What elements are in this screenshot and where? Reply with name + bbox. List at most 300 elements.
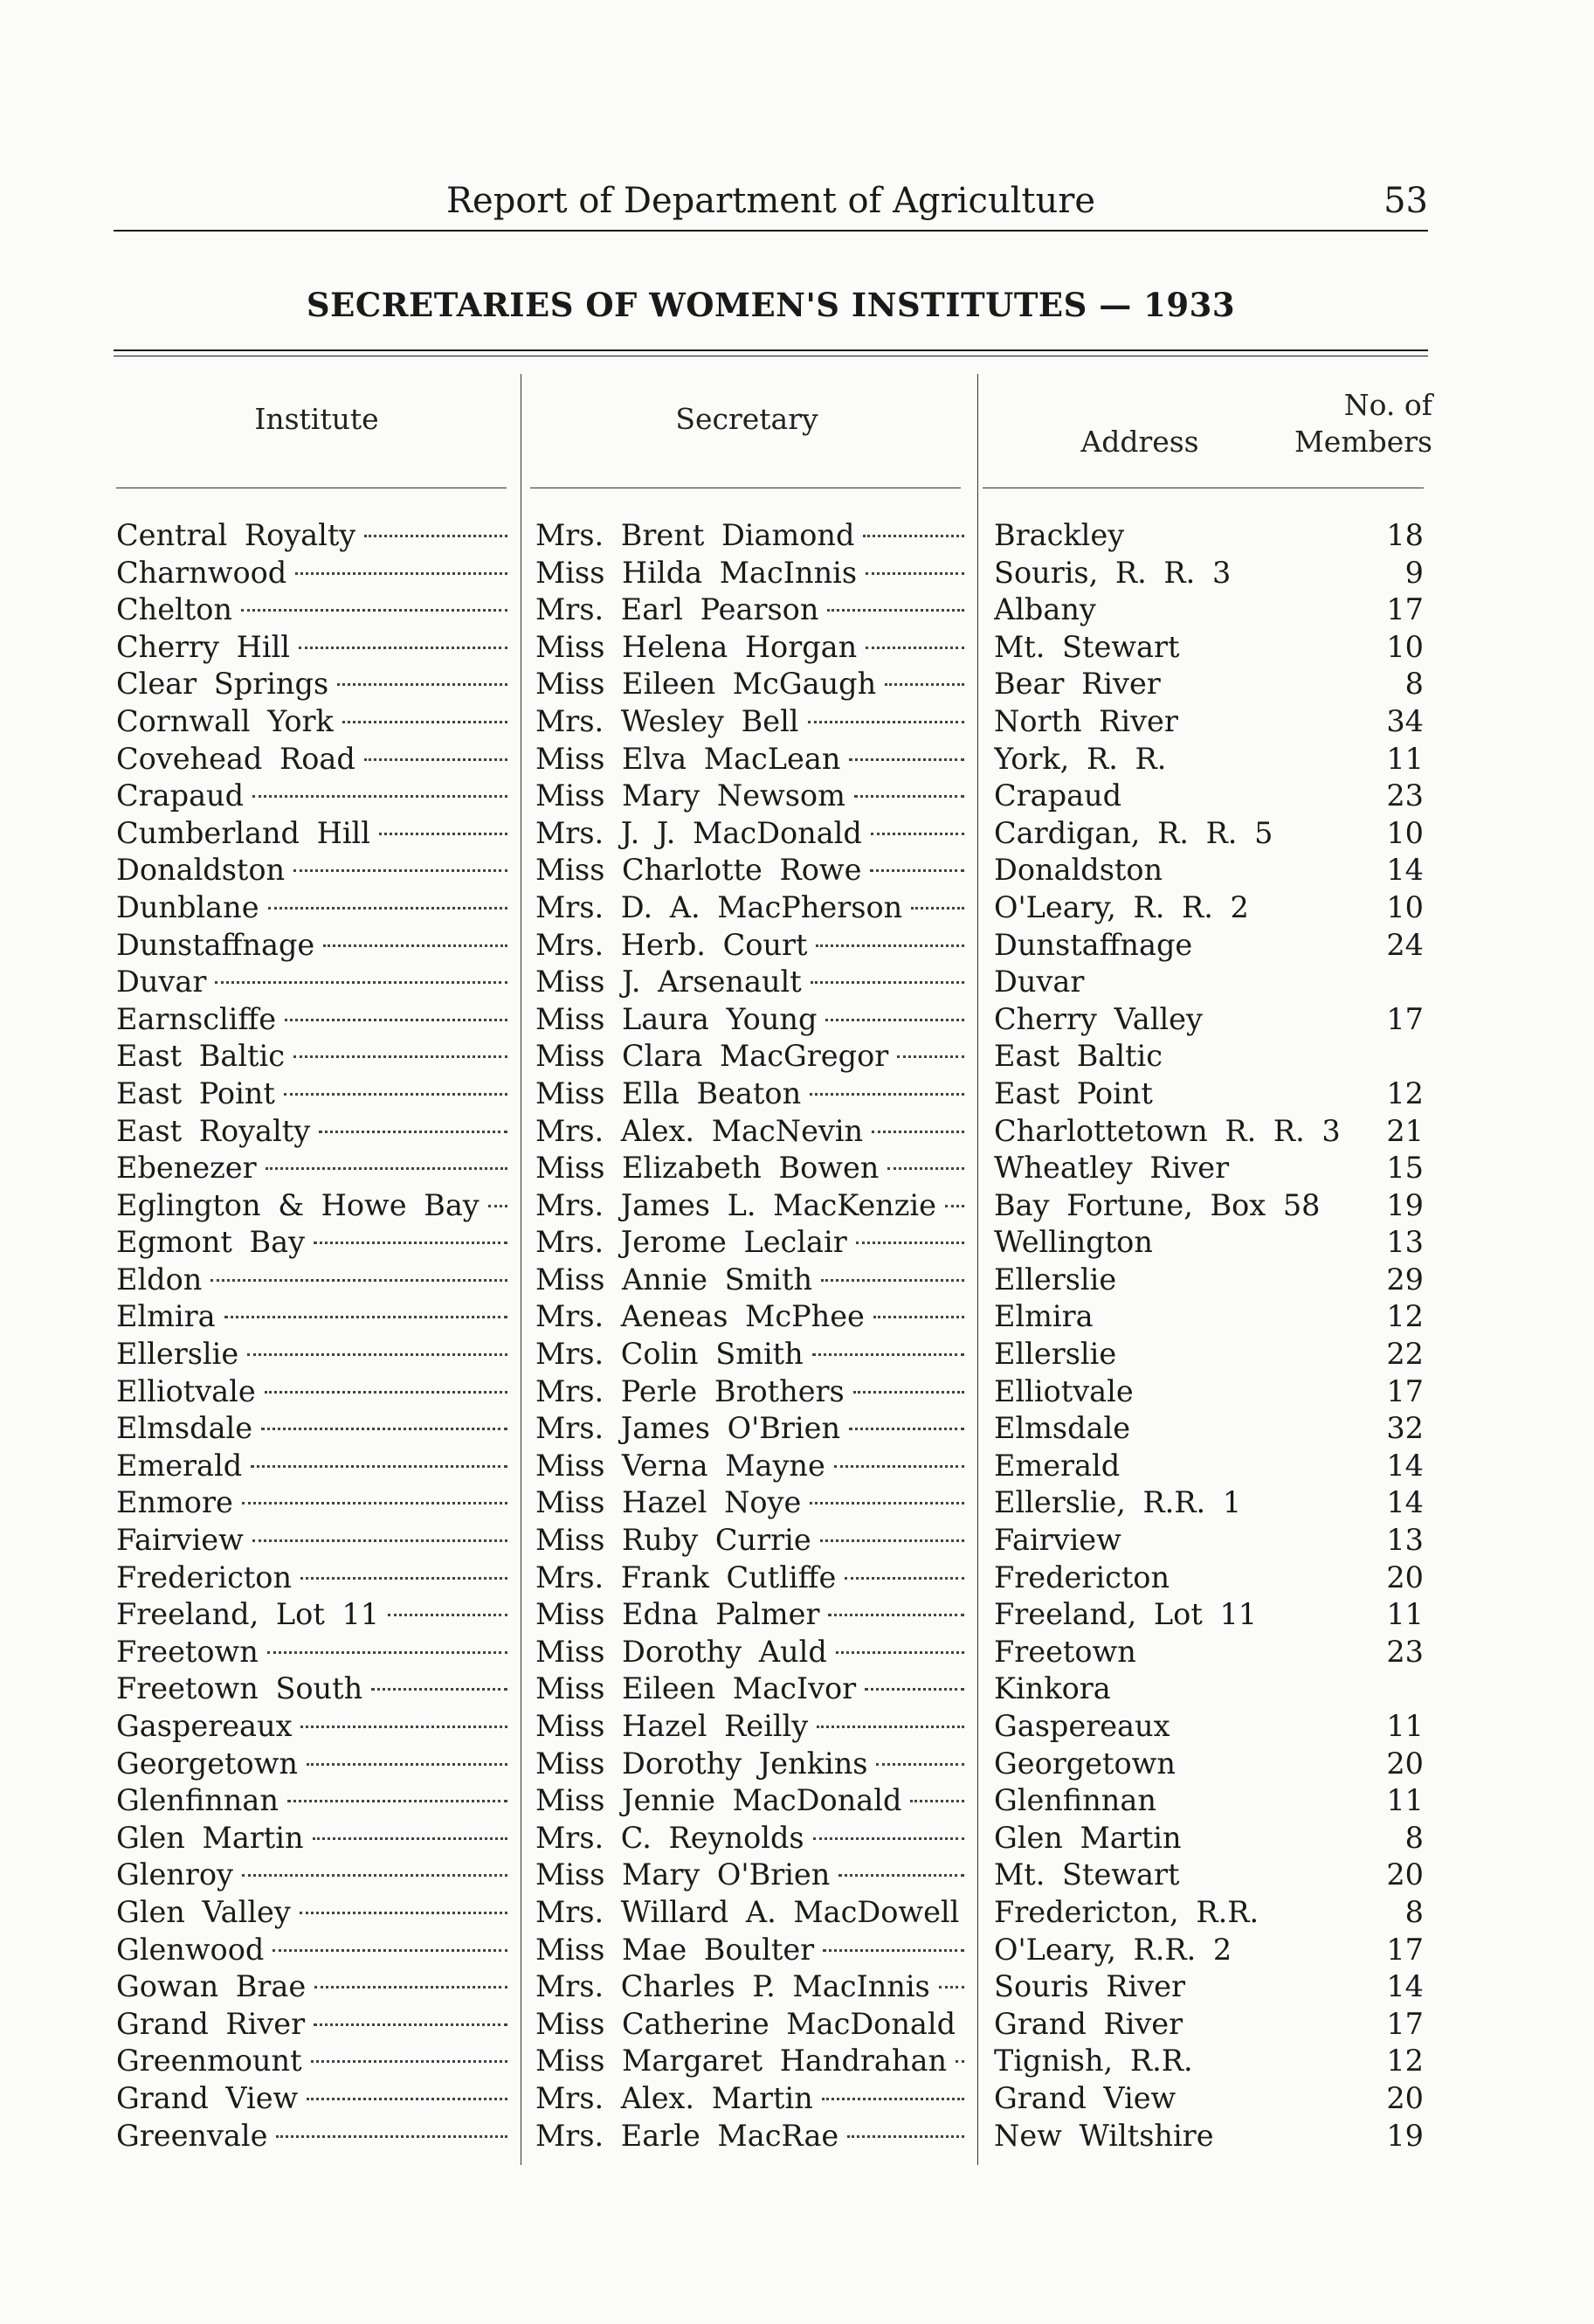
address-cell	[994, 1373, 1343, 1411]
members-count: 20	[1386, 2080, 1424, 2115]
members-count: 9	[1404, 555, 1424, 590]
leader-dots	[300, 1576, 507, 1580]
secretary-name: Mrs. D. A. MacPherson	[535, 889, 903, 924]
table-row	[0, 1076, 1594, 1113]
address-cell	[994, 889, 1343, 927]
leader-dots	[856, 1241, 964, 1244]
institute-cell	[116, 1857, 511, 1894]
members-count: 12	[1386, 1299, 1424, 1334]
leader-dots	[242, 1501, 507, 1504]
secretary-cell	[535, 1298, 968, 1336]
institute-cell	[116, 1522, 511, 1560]
institute-cell	[116, 1298, 511, 1336]
address-text: Elliotvale	[994, 1373, 1134, 1408]
secretary-cell	[535, 591, 968, 629]
members-count: 18	[1386, 518, 1424, 552]
table-row	[0, 1038, 1594, 1076]
members-count: 32	[1386, 1411, 1424, 1446]
leader-dots	[945, 1204, 964, 1207]
address-text: Cardigan, R. R. 5	[994, 815, 1273, 850]
leader-dots	[268, 906, 507, 910]
address-text: Glenfinnan	[994, 1783, 1156, 1818]
address-text: Grand View	[994, 2080, 1177, 2115]
institute-cell	[116, 1076, 511, 1113]
leader-dots	[854, 794, 964, 798]
secretary-cell	[535, 1001, 968, 1039]
leader-dots	[911, 906, 964, 910]
address-text: Elmira	[994, 1299, 1094, 1334]
institute-cell	[116, 852, 511, 889]
members-count: 23	[1386, 778, 1424, 813]
secretary-name: Miss Eileen McGaugh	[535, 667, 877, 702]
table-row	[0, 1262, 1594, 1299]
members-count: 17	[1386, 1932, 1424, 1967]
institute-cell	[116, 927, 511, 965]
leader-dots	[285, 1018, 507, 1021]
table-row	[0, 1746, 1594, 1783]
leader-dots	[307, 2097, 507, 2100]
members-count: 22	[1386, 1337, 1424, 1372]
leader-dots	[242, 1873, 507, 1877]
leader-dots	[276, 2134, 507, 2138]
members-count: 20	[1386, 1560, 1424, 1594]
address-cell	[994, 2006, 1343, 2044]
secretary-cell	[535, 1596, 968, 1634]
institute-name: Enmore	[116, 1485, 233, 1520]
leader-dots	[849, 757, 964, 761]
institute-name: Freeland, Lot 11	[116, 1597, 380, 1632]
leader-dots	[388, 1613, 507, 1616]
members-count: 11	[1386, 1783, 1424, 1818]
secretary-name: Mrs. Earle MacRae	[535, 2118, 839, 2153]
secretary-name: Miss Clara MacGregor	[535, 1039, 889, 1074]
institute-name: Dunblane	[116, 889, 259, 924]
address-cell	[994, 591, 1343, 629]
institute-name: Grand River	[116, 2006, 306, 2041]
secretary-cell	[535, 1670, 968, 1708]
institute-name: Ellerslie	[116, 1337, 239, 1372]
address-cell	[994, 1113, 1343, 1151]
members-count: 8	[1404, 667, 1424, 702]
institute-name: Glenwood	[116, 1932, 265, 1967]
secretary-cell	[535, 1410, 968, 1448]
leader-dots	[311, 2059, 507, 2063]
institute-cell	[116, 629, 511, 667]
institute-name: Ebenezer	[116, 1151, 257, 1186]
leader-dots	[873, 1315, 964, 1318]
address-text: Souris River	[994, 1969, 1185, 2004]
institute-name: Cornwall York	[116, 703, 334, 738]
address-cell	[994, 1038, 1343, 1076]
secretary-cell	[535, 517, 968, 555]
institute-name: Fredericton	[116, 1560, 293, 1594]
table-row	[0, 2080, 1594, 2118]
secretary-name: Mrs. Colin Smith	[535, 1337, 804, 1372]
secretary-cell	[535, 703, 968, 741]
leader-dots	[849, 1427, 964, 1430]
leader-dots	[342, 720, 507, 723]
institute-name: Glenroy	[116, 1857, 233, 1892]
leader-dots	[810, 1501, 964, 1504]
leader-dots	[379, 832, 507, 835]
address-cell	[994, 1262, 1343, 1299]
secretary-name: Miss Charlotte Rowe	[535, 853, 862, 888]
leader-dots	[293, 1055, 507, 1058]
leader-dots	[866, 571, 964, 575]
leader-dots	[870, 868, 964, 872]
members-count: 12	[1386, 1076, 1424, 1110]
address-cell	[994, 852, 1343, 889]
institute-name: Freetown South	[116, 1671, 363, 1706]
members-count: 34	[1386, 703, 1424, 738]
leader-dots	[224, 1315, 507, 1318]
institute-cell	[116, 1894, 511, 1932]
table-row	[0, 1484, 1594, 1522]
leader-dots	[488, 1204, 507, 1207]
address-cell	[994, 1410, 1343, 1448]
address-cell	[994, 1820, 1343, 1857]
institute-name: Duvar	[116, 965, 207, 999]
secretary-cell	[535, 1187, 968, 1225]
members-count: 11	[1386, 1597, 1424, 1632]
institute-name: Charnwood	[116, 555, 287, 590]
members-count: 21	[1386, 1113, 1424, 1148]
institute-cell	[116, 1448, 511, 1485]
table-row	[0, 1968, 1594, 2006]
institute-cell	[116, 517, 511, 555]
institute-cell	[116, 1968, 511, 2006]
institute-cell	[116, 703, 511, 741]
leader-dots	[300, 1725, 507, 1728]
institute-cell	[116, 1373, 511, 1411]
members-count: 13	[1386, 1523, 1424, 1558]
leader-dots	[261, 1427, 507, 1430]
address-text: Duvar	[994, 965, 1085, 999]
secretary-name: Miss Dorothy Auld	[535, 1634, 827, 1669]
leader-dots	[295, 571, 507, 575]
table-title: SECRETARIES OF WOMEN'S INSTITUTES — 1933	[306, 286, 1236, 324]
address-cell	[994, 1596, 1343, 1634]
institute-name: Donaldston	[116, 853, 286, 888]
secretary-cell	[535, 1262, 968, 1299]
address-cell	[994, 1224, 1343, 1262]
address-cell	[994, 1782, 1343, 1820]
leader-dots	[866, 646, 964, 649]
institute-cell	[116, 1484, 511, 1522]
secretary-cell	[535, 1968, 968, 2006]
secretary-cell	[535, 666, 968, 703]
secretary-cell	[535, 815, 968, 853]
secretary-name: Miss Laura Young	[535, 1001, 818, 1036]
secretary-name: Mrs. J. J. MacDonald	[535, 815, 862, 850]
table-row	[0, 852, 1594, 889]
leader-dots	[897, 1055, 964, 1058]
secretary-name: Miss Verna Mayne	[535, 1448, 825, 1483]
institute-cell	[116, 1670, 511, 1708]
table-row	[0, 1001, 1594, 1039]
institute-name: Fairview	[116, 1523, 244, 1558]
institute-name: Glen Valley	[116, 1894, 291, 1929]
leader-dots	[266, 1166, 507, 1170]
institute-name: Greenvale	[116, 2118, 268, 2153]
secretary-name: Miss Hazel Reilly	[535, 1709, 809, 1743]
institute-name: Elmira	[116, 1299, 216, 1334]
institute-name: Greenmount	[116, 2044, 302, 2078]
secretary-name: Mrs. C. Reynolds	[535, 1820, 804, 1855]
institute-name: Chelton	[116, 592, 232, 627]
address-text: Elmsdale	[994, 1411, 1131, 1446]
address-cell	[994, 629, 1343, 667]
running-title: Report of Department of Agriculture	[445, 181, 1096, 221]
institute-cell	[116, 1746, 511, 1783]
institute-cell	[116, 1932, 511, 1969]
table-row	[0, 1522, 1594, 1560]
address-cell	[994, 778, 1343, 815]
leader-dots	[820, 1539, 964, 1542]
address-text: New Wiltshire	[994, 2118, 1214, 2153]
running-header	[114, 179, 1428, 232]
secretary-name: Mrs. Herb. Court	[535, 927, 808, 962]
address-cell	[994, 1932, 1343, 1969]
secretary-cell	[535, 1484, 968, 1522]
address-cell	[994, 1187, 1343, 1225]
table-row	[0, 1634, 1594, 1671]
address-text: Ellerslie	[994, 1262, 1117, 1297]
address-cell	[994, 927, 1343, 965]
leader-dots	[287, 1799, 507, 1802]
institute-name: Cumberland Hill	[116, 815, 370, 850]
address-cell	[994, 964, 1343, 1001]
table-row	[0, 666, 1594, 703]
institute-cell	[116, 1001, 511, 1039]
institute-name: East Royalty	[116, 1113, 311, 1148]
address-cell	[994, 2118, 1343, 2155]
leader-dots	[364, 534, 507, 537]
leader-dots	[252, 794, 507, 798]
address-cell	[994, 1076, 1343, 1113]
leader-dots	[939, 1985, 964, 1989]
address-text: Gaspereaux	[994, 1709, 1170, 1743]
secretary-cell	[535, 1820, 968, 1857]
leader-dots	[371, 1687, 507, 1691]
secretary-cell	[535, 927, 968, 965]
table-row	[0, 1782, 1594, 1820]
secretary-cell	[535, 1894, 968, 1932]
institute-name: Crapaud	[116, 778, 245, 813]
leader-dots	[284, 1092, 507, 1096]
members-count: 10	[1386, 889, 1424, 924]
secretary-cell	[535, 1708, 968, 1746]
address-text: Georgetown	[994, 1746, 1176, 1781]
address-text: Kinkora	[994, 1671, 1111, 1706]
secretary-name: Miss Ella Beaton	[535, 1076, 802, 1110]
members-count: 8	[1404, 1894, 1424, 1929]
secretary-cell	[535, 1932, 968, 1969]
address-text: Fredericton	[994, 1560, 1170, 1594]
institute-cell	[116, 1187, 511, 1225]
secretary-cell	[535, 1224, 968, 1262]
institute-name: Earnscliffe	[116, 1001, 277, 1036]
members-count: 14	[1386, 853, 1424, 888]
address-text: Albany	[994, 592, 1096, 627]
secretary-cell	[535, 629, 968, 667]
table-row	[0, 927, 1594, 965]
address-text: Crapaud	[994, 778, 1122, 813]
secretary-name: Mrs. James L. MacKenzie	[535, 1187, 936, 1222]
members-count: 20	[1386, 1746, 1424, 1781]
secretary-cell	[535, 1038, 968, 1076]
secretary-cell	[535, 1560, 968, 1597]
table-row	[0, 1857, 1594, 1894]
members-count: 24	[1386, 927, 1424, 962]
secretary-cell	[535, 741, 968, 778]
secretary-cell	[535, 1857, 968, 1894]
leader-dots	[314, 1985, 507, 1989]
secretary-name: Mrs. Aeneas McPhee	[535, 1299, 865, 1334]
members-count: 17	[1386, 1001, 1424, 1036]
secretary-cell	[535, 964, 968, 1001]
institute-name: Glenfinnan	[116, 1783, 279, 1818]
institute-name: Glen Martin	[116, 1820, 304, 1855]
leader-dots	[314, 2023, 507, 2026]
leader-dots	[828, 1613, 964, 1616]
address-text: Brackley	[994, 518, 1125, 552]
address-text: Wellington	[994, 1225, 1153, 1260]
leader-dots	[813, 1836, 964, 1840]
address-cell	[994, 1894, 1343, 1932]
address-text: North River	[994, 703, 1178, 738]
address-cell	[994, 517, 1343, 555]
secretary-name: Mrs. Wesley Bell	[535, 703, 799, 738]
institute-cell	[116, 1634, 511, 1671]
table-row	[0, 1298, 1594, 1336]
table-row	[0, 517, 1594, 555]
address-cell	[994, 1670, 1343, 1708]
address-cell	[994, 666, 1343, 703]
members-count: 14	[1386, 1448, 1424, 1483]
secretary-name: Miss Mary Newsom	[535, 778, 845, 813]
address-text: O'Leary, R. R. 2	[994, 889, 1249, 924]
leader-dots	[853, 1390, 964, 1394]
table-row	[0, 778, 1594, 815]
table-row	[0, 815, 1594, 853]
institute-cell	[116, 2118, 511, 2155]
institute-cell	[116, 778, 511, 815]
institute-cell	[116, 1410, 511, 1448]
secretary-name: Mrs. James O'Brien	[535, 1411, 841, 1446]
address-cell	[994, 2043, 1343, 2080]
institute-cell	[116, 2080, 511, 2118]
members-count	[1345, 964, 1424, 1001]
secretary-name: Miss Elva MacLean	[535, 741, 841, 776]
secretary-name: Mrs. Willard A. MacDowell	[535, 1894, 960, 1929]
institute-name: Central Royalty	[116, 518, 356, 552]
double-rule	[114, 349, 1428, 356]
institute-name: Freetown	[116, 1634, 259, 1669]
leader-dots	[821, 1278, 964, 1282]
institute-name: Gowan Brae	[116, 1969, 307, 2004]
leader-dots	[810, 1092, 964, 1096]
address-cell	[994, 1746, 1343, 1783]
secretary-name: Miss Eileen MacIvor	[535, 1671, 857, 1706]
leader-dots	[319, 1130, 507, 1133]
address-text: Cherry Valley	[994, 1001, 1203, 1036]
table-row	[0, 1820, 1594, 1857]
members-count: 15	[1386, 1151, 1424, 1186]
leader-dots	[252, 1539, 507, 1542]
address-text: Mt. Stewart	[994, 1857, 1180, 1892]
address-text: Tignish, R.R.	[994, 2044, 1193, 2078]
secretary-name: Miss Hazel Noye	[535, 1485, 802, 1520]
institute-cell	[116, 1262, 511, 1299]
leader-dots	[364, 757, 507, 761]
leader-dots	[885, 682, 964, 686]
leader-dots	[836, 1650, 964, 1654]
members-count: 20	[1386, 1857, 1424, 1892]
institute-cell	[116, 1336, 511, 1373]
column-header-members-line1: No. of	[1343, 388, 1432, 422]
table-row	[0, 741, 1594, 778]
address-text: York, R. R.	[994, 741, 1167, 776]
column-header-institute: Institute	[254, 402, 379, 436]
leader-dots	[273, 1948, 507, 1952]
address-cell	[994, 1336, 1343, 1373]
institute-cell	[116, 741, 511, 778]
leader-dots	[847, 2134, 964, 2138]
members-count: 8	[1404, 1820, 1424, 1855]
secretary-cell	[535, 1634, 968, 1671]
institute-name: Eldon	[116, 1262, 203, 1297]
institute-cell	[116, 1113, 511, 1151]
secretary-name: Miss Hilda MacInnis	[535, 555, 858, 590]
column-header-address: Address	[1080, 425, 1199, 459]
address-cell	[994, 555, 1343, 592]
address-text: Donaldston	[994, 853, 1163, 888]
leader-dots	[863, 534, 964, 537]
institute-name: Georgetown	[116, 1746, 298, 1781]
institute-cell	[116, 591, 511, 629]
address-cell	[994, 1522, 1343, 1560]
secretary-name: Miss Jennie MacDonald	[535, 1783, 902, 1818]
address-cell	[994, 2080, 1343, 2118]
secretary-name: Mrs. Alex. MacNevin	[535, 1113, 864, 1148]
secretary-cell	[535, 1782, 968, 1820]
address-text: Fairview	[994, 1523, 1121, 1558]
leader-dots	[823, 1948, 964, 1952]
table-row	[0, 1336, 1594, 1373]
address-cell	[994, 1150, 1343, 1187]
address-text: Souris, R. R. 3	[994, 555, 1232, 590]
institute-cell	[116, 1820, 511, 1857]
institute-name: Elmsdale	[116, 1411, 253, 1446]
leader-dots	[834, 1464, 964, 1468]
leader-dots	[300, 1911, 507, 1914]
institute-cell	[116, 1708, 511, 1746]
institute-cell	[116, 666, 511, 703]
leader-dots	[910, 1799, 964, 1802]
leader-dots	[251, 1464, 507, 1468]
table-row	[0, 1113, 1594, 1151]
leader-dots	[887, 1166, 964, 1170]
address-cell	[994, 1857, 1343, 1894]
members-count: 17	[1386, 592, 1424, 627]
table-row	[0, 1932, 1594, 1969]
institute-name: Elliotvale	[116, 1373, 256, 1408]
leader-dots	[215, 980, 507, 984]
leader-dots	[241, 608, 507, 612]
address-text: Ellerslie, R.R. 1	[994, 1485, 1242, 1520]
table-row	[0, 2006, 1594, 2044]
